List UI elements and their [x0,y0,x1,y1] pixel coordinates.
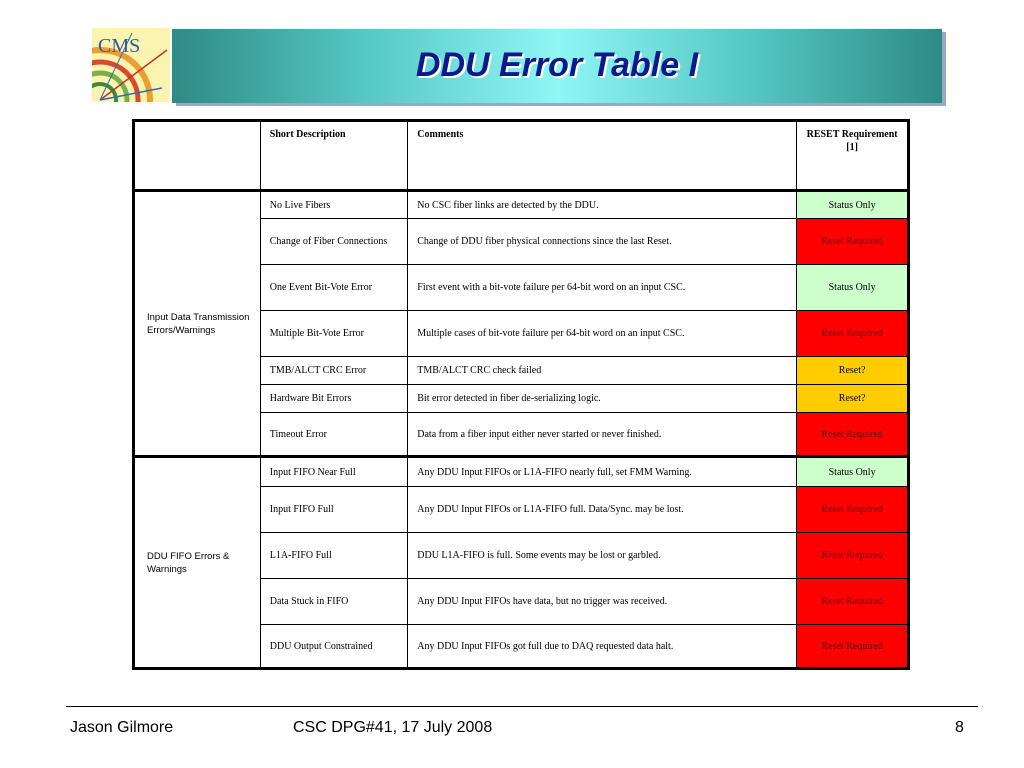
cms-logo [92,28,170,102]
reset-requirement-cell: Reset Required [797,579,909,625]
reset-requirement-cell: Reset Required [797,413,909,457]
comment-cell: First event with a bit-vote failure per 64-bit word on an input CSC. [408,265,797,311]
short-description-cell: L1A-FIFO Full [260,533,408,579]
short-description-cell: Timeout Error [260,413,408,457]
comment-cell: Change of DDU fiber physical connections since the last Reset. [408,219,797,265]
reset-requirement-cell: Status Only [797,265,909,311]
category-cell: Input Data Transmission Errors/Warnings [134,191,261,457]
short-description-cell: Input FIFO Full [260,487,408,533]
table-row [134,191,909,219]
comment-cell: No CSC fiber links are detected by the DDU. [408,191,797,219]
reset-requirement-cell: Reset Required [797,311,909,357]
comment-cell: Data from a fiber input either never started or never finished. [408,413,797,457]
reset-requirement-cell: Status Only [797,191,909,219]
footer-event: CSC DPG#41, 17 July 2008 [293,719,493,736]
reset-requirement-cell: Reset Required [797,219,909,265]
reset-requirement-cell: Reset Required [797,487,909,533]
ddu-error-table [132,119,910,670]
short-description-cell: TMB/ALCT CRC Error [260,357,408,385]
reset-requirement-cell: Status Only [797,457,909,487]
logo-text: CMS [98,35,141,57]
short-description-cell: Change of Fiber Connections [260,219,408,265]
short-description-cell: Data Stuck in FIFO [260,579,408,625]
header-reset-requirement: RESET Requirement [1] [797,121,909,191]
reset-requirement-cell: Reset? [797,357,909,385]
page-number: 8 [955,719,964,736]
header-category [134,121,261,191]
footer-author: Jason Gilmore [70,719,174,736]
short-description-cell: DDU Output Constrained [260,625,408,669]
comment-cell: Any DDU Input FIFOs or L1A-FIFO nearly full, set FMM Warning. [408,457,797,487]
footer-divider [66,706,978,707]
short-description-cell: Hardware Bit Errors [260,385,408,413]
category-cell: DDU FIFO Errors & Warnings [134,457,261,669]
table-header-row [134,121,909,191]
comment-cell: Any DDU Input FIFOs have data, but no trigger was received. [408,579,797,625]
reset-requirement-cell: Reset Required [797,533,909,579]
comment-cell: Multiple cases of bit-vote failure per 64-bit word on an input CSC. [408,311,797,357]
header-comments: Comments [408,121,797,191]
short-description-cell: Multiple Bit-Vote Error [260,311,408,357]
comment-cell: Bit error detected in fiber de-serializing logic. [408,385,797,413]
reset-requirement-cell: Reset? [797,385,909,413]
slide-title: DDU Error Table I [415,45,699,84]
short-description-cell: One Event Bit-Vote Error [260,265,408,311]
comment-cell: Any DDU Input FIFOs got full due to DAQ requested data halt. [408,625,797,669]
short-description-cell: No Live Fibers [260,191,408,219]
comment-cell: TMB/ALCT CRC check failed [408,357,797,385]
header-short-description: Short Description [260,121,408,191]
reset-requirement-cell: Reset Required [797,625,909,669]
short-description-cell: Input FIFO Near Full [260,457,408,487]
table-row [134,457,909,487]
comment-cell: Any DDU Input FIFOs or L1A-FIFO full. Data/Sync. may be lost. [408,487,797,533]
comment-cell: DDU L1A-FIFO is full. Some events may be lost or garbled. [408,533,797,579]
